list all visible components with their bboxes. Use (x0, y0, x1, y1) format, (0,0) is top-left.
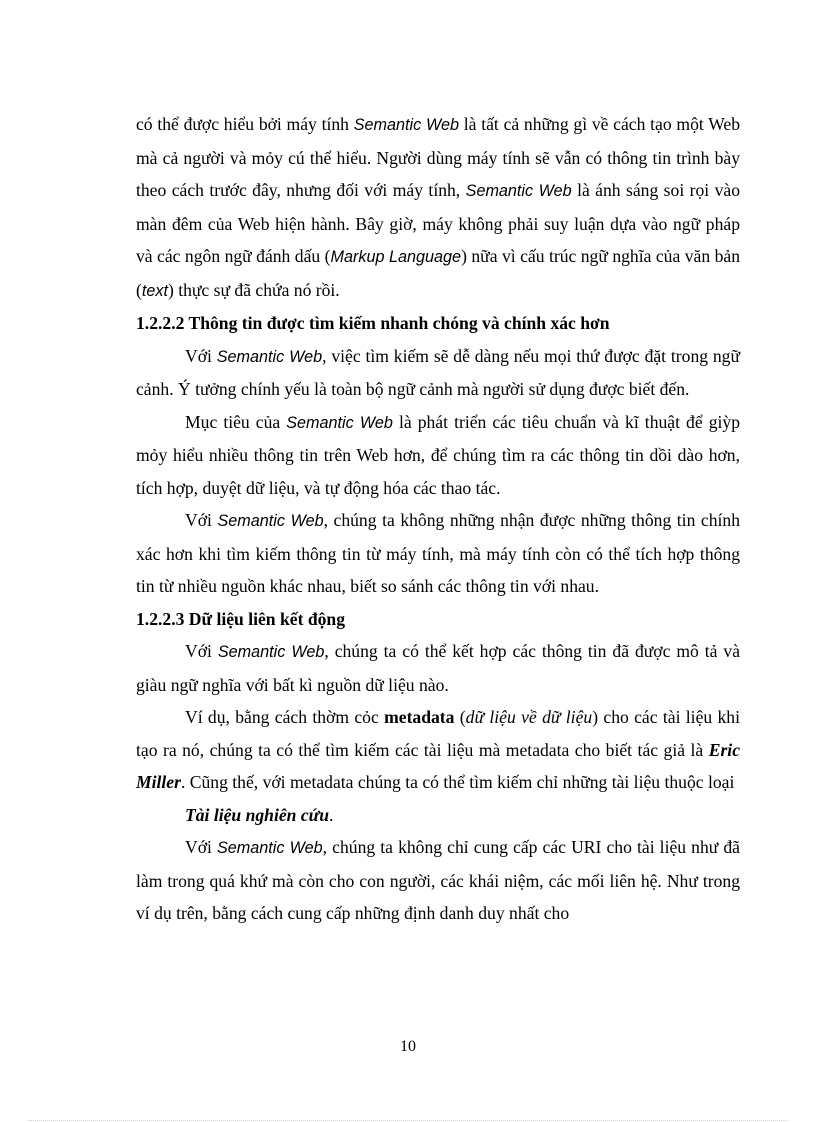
term-semantic-web: Semantic Web (216, 347, 323, 366)
document-type-label: Tài liệu nghiên cứu (185, 804, 329, 825)
term-metadata: metadata (384, 707, 455, 727)
term-semantic-web: Semantic Web (217, 643, 325, 661)
term-data-about-data: dữ liệu về dữ liệu (465, 707, 593, 727)
section-heading-1-2-2-2: 1.2.2.2 Thông tin được tìm kiếm nhanh chóng và chính xác hơn (136, 313, 610, 333)
term-semantic-web: Semantic Web (286, 413, 393, 432)
page-bottom-divider (28, 1120, 788, 1121)
paragraph-semantic-web-goal: Mục tiêu của Semantic Web là phát triển các tiêu chuẩn và kĩ thuật để giỳp mỏy hiểu nhiều thông tin trên Web hơn, để chúng tìm ra các thông tin dồi dào hơn, tích hợp, duyệt dữ liệu, và tự động hóa các thao tác. (136, 411, 740, 498)
paragraph-document-type: Tài liệu nghiên cứu. (185, 804, 334, 825)
paragraph-uri-identifiers: Với Semantic Web, chúng ta không chỉ cung cấp các URI cho tài liệu như đã làm trong quá khứ mà còn cho con người, các khái niệm, các mối liên hệ. Như trong ví dụ trên, bằng cách cung cấp những định danh duy nhất cho (136, 837, 740, 923)
term-markup-language: Markup Language (330, 248, 462, 266)
paragraph-linked-data: Với Semantic Web, chúng ta có thể kết hợp các thông tin đã được mô tả và giàu ngữ nghĩa với bất kì nguồn dữ liệu nào. (136, 641, 741, 695)
term-semantic-web: Semantic Web (353, 116, 460, 134)
paragraph-metadata-example: Ví dụ, bằng cách thờm cỏc metadata (dữ liệu về dữ liệu) cho các tài liệu khi tạo ra nó, chúng ta có thể tìm kiếm các tài liệu mà metadata cho biết tác giả là Eric Miller. Cũng thế, với metadata chúng ta có thể tìm kiếm chỉ những tài liệu thuộc loại (136, 707, 740, 792)
term-text: text (141, 281, 168, 300)
paragraph-accurate-info: Với Semantic Web, chúng ta không những nhận được những thông tin chính xác hơn khi tìm kiếm thông tin từ máy tính, mà máy tính còn có thể tích hợp thông tin từ nhiều nguồn khác nhau, biết so sánh các thông tin với nhau. (136, 510, 741, 596)
term-semantic-web: Semantic Web (465, 182, 572, 200)
term-semantic-web: Semantic Web (217, 512, 324, 530)
author-name: Eric Miller (136, 739, 740, 792)
page-body (136, 108, 740, 930)
page-number: 10 (400, 1038, 416, 1055)
term-semantic-web: Semantic Web (217, 839, 323, 857)
paragraph-search-context: Với Semantic Web, việc tìm kiếm sẽ dễ dàng nếu mọi thứ được đặt trong ngữ cảnh. Ý tưởng chính yếu là toàn bộ ngữ cảnh mà người sử dụng được biết đến. (136, 345, 740, 399)
paragraph-semantic-web-intro: có thể được hiểu bởi máy tính Semantic Web là tất cả những gì về cách tạo một Web mà cả người và mỏy cú thể hiểu. Người dùng máy tính sẽ vẫn có thông tin trình bày theo cách trước đây, nhưng đối với máy tính, Semantic Web là ánh sáng soi rọi vào màn đêm của Web hiện hành. Bây giờ, máy không phải suy luận dựa vào ngữ pháp và các ngôn ngữ đánh dấu (Markup Language) nữa vì cấu trúc ngữ nghĩa của văn bản (text) thực sự đã chứa nó rồi. (136, 114, 741, 300)
section-heading-1-2-2-3: 1.2.2.3 Dữ liệu liên kết động (136, 608, 345, 629)
